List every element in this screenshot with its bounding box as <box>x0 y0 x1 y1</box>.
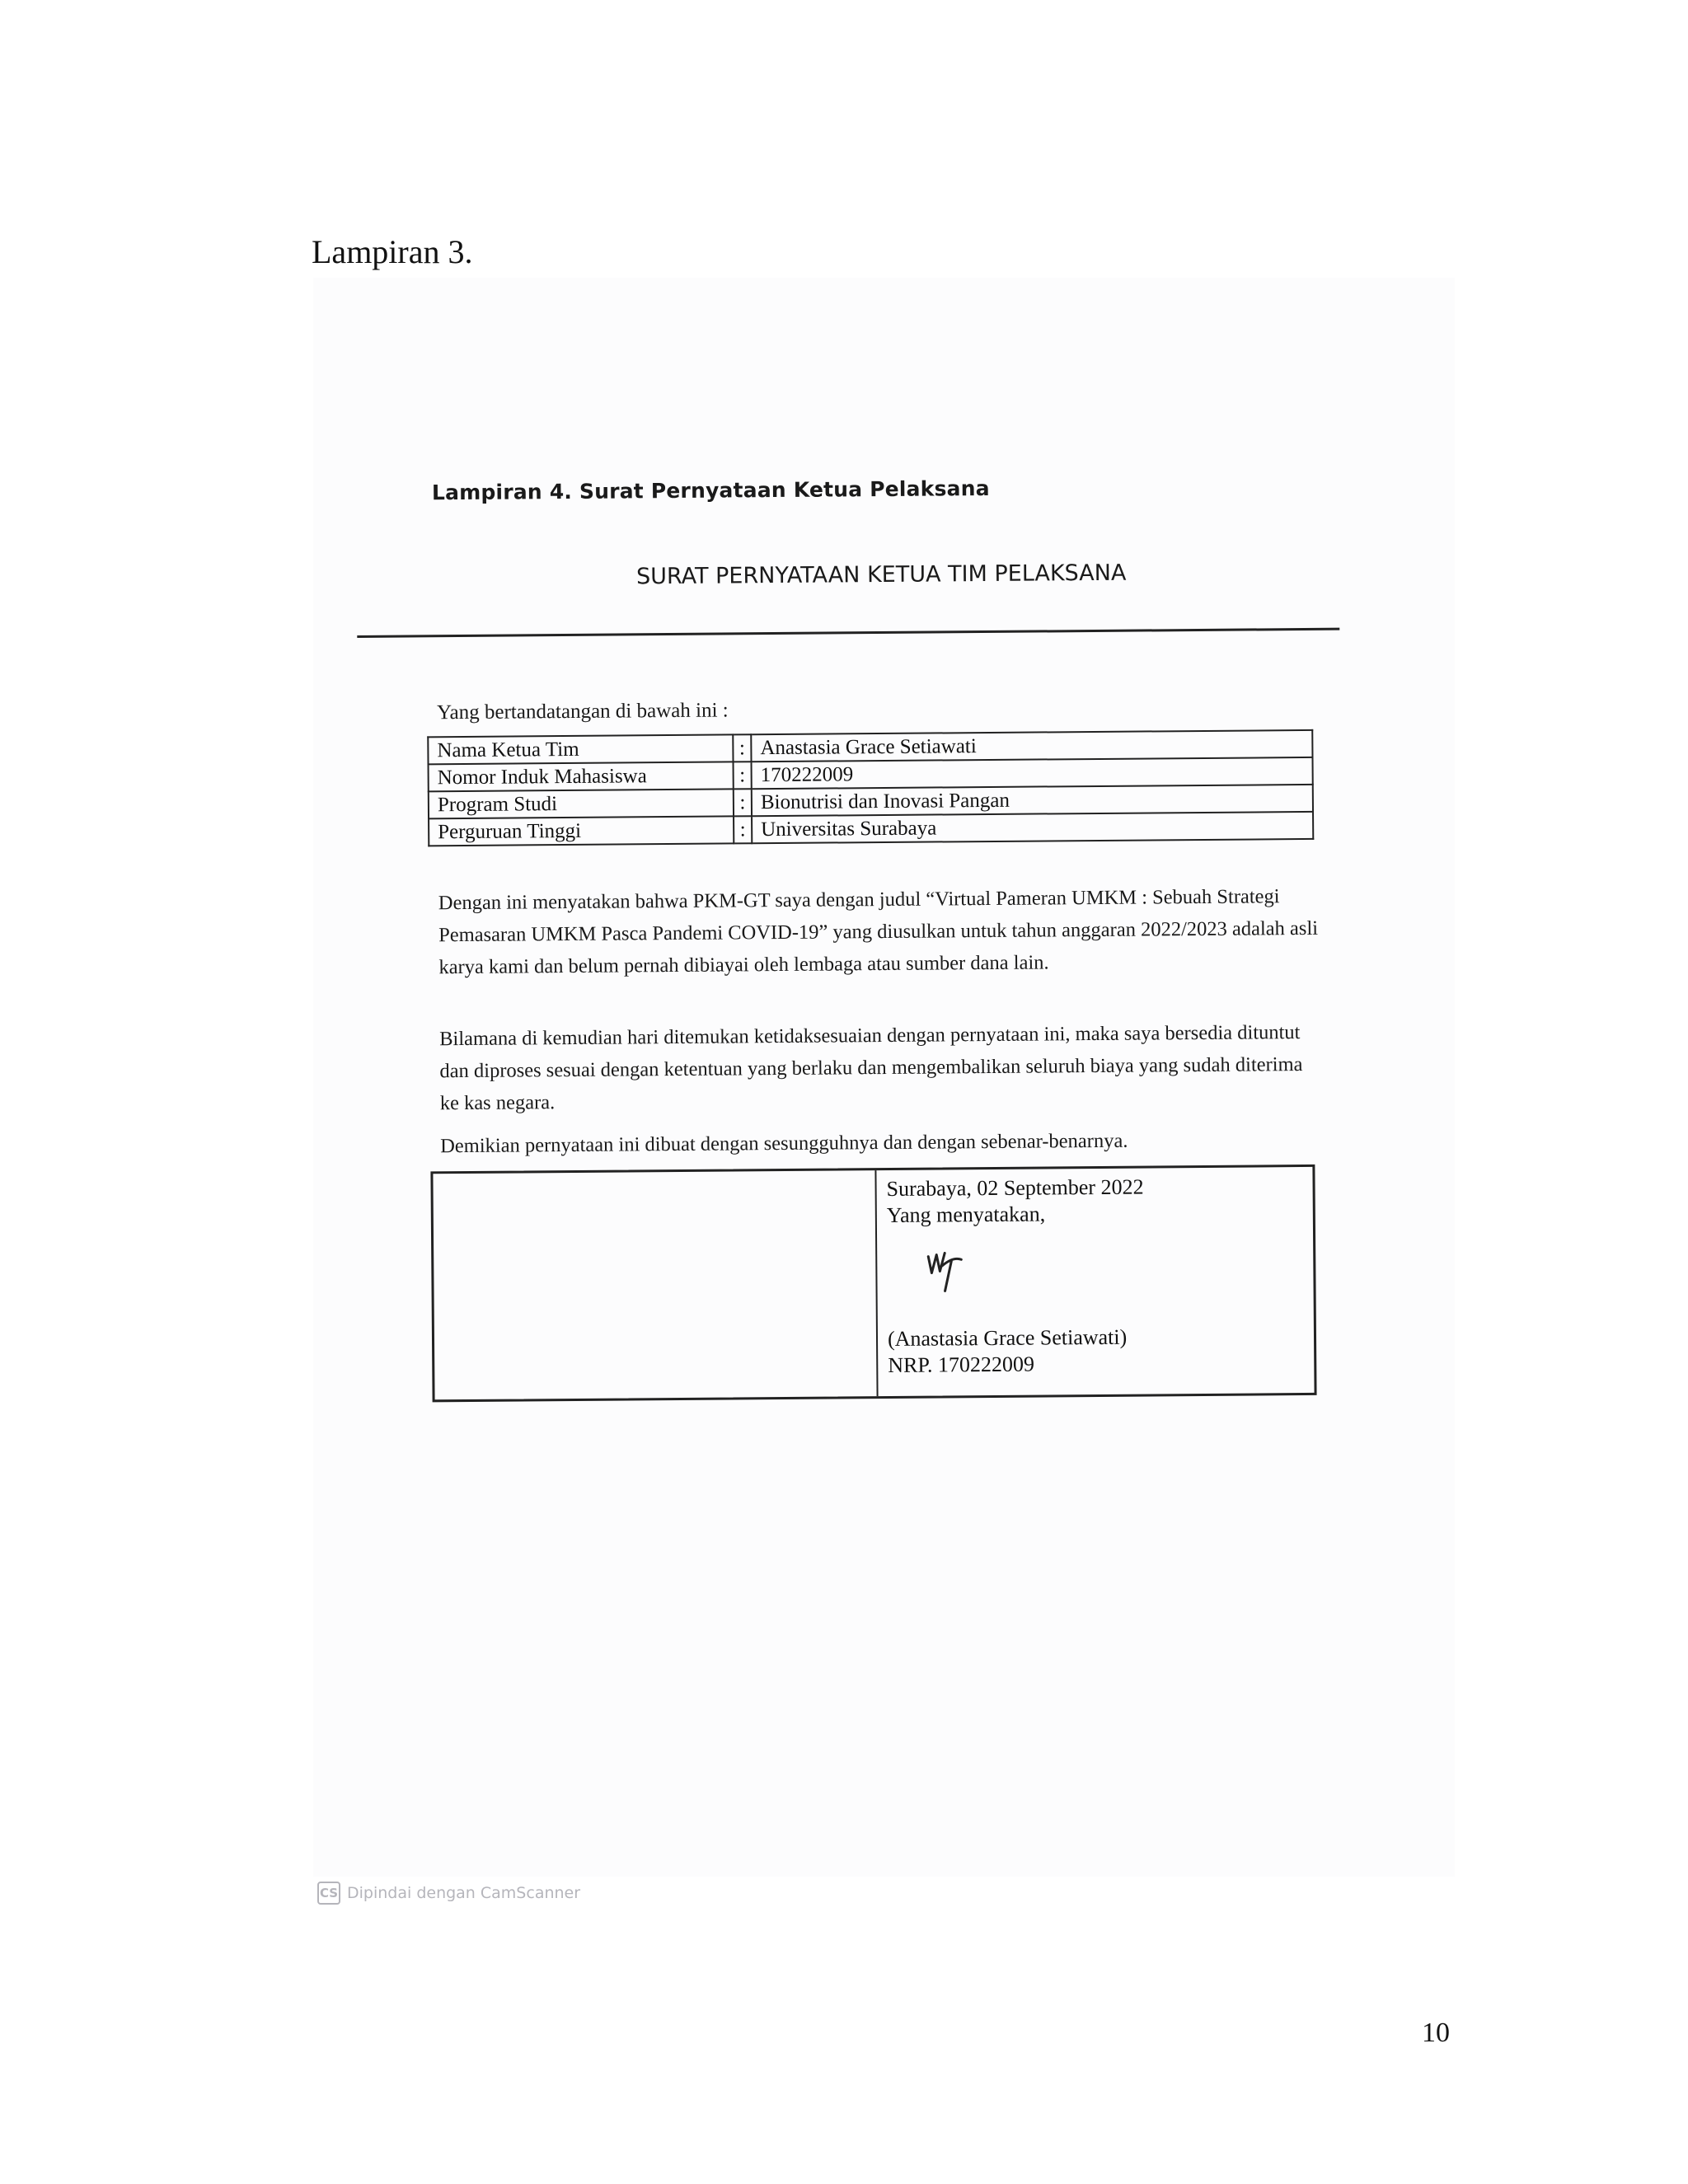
statement-paragraph: Dengan ini menyatakan bahwa PKM-GT saya dengan judul “Virtual Pameran UMKM : Sebuah Strategi Pemasaran UMKM Pasca Pandemi COVID-19” yang diusulkan untuk tahun anggaran 2022/2023 adalah asli karya kami dan belum pernah dibiayai oleh lembaga atau sumber dana lain. <box>438 885 1319 979</box>
attachment-title: Lampiran 4. Surat Pernyataan Ketua Pelaksana <box>431 476 990 505</box>
signer-name: (Anastasia Grace Setiawati) <box>887 1324 1128 1351</box>
row-separator: : <box>733 734 751 762</box>
title-rule <box>357 628 1339 638</box>
intro-text: Yang bertandatangan di bawah ini : <box>436 699 729 724</box>
signature-box-divider <box>874 1170 878 1396</box>
letter-title: SURAT PERNYATAAN KETUA TIM PELAKSANA <box>635 560 1127 590</box>
place-date: Surabaya, 02 September 2022 <box>886 1174 1144 1201</box>
row-label: Nomor Induk Mahasiswa <box>429 762 734 791</box>
liability-paragraph: Bilamana di kemudian hari ditemukan ketidaksesuaian dengan pernyataan ini, maka saya bersedia dituntut dan diproses sesuai dengan ketentuan yang berlaku dan mengembalikan seluruh biaya yang sudah diterima ke kas negara. <box>439 1021 1303 1115</box>
handwritten-signature <box>920 1240 978 1298</box>
row-value: Anastasia Grace Setiawati <box>751 730 1312 762</box>
scanned-document <box>313 278 1455 1877</box>
row-value: 170222009 <box>752 757 1313 789</box>
scanned-page-content <box>308 274 1462 1882</box>
row-label: Nama Ketua Tim <box>428 734 733 764</box>
page-number: 10 <box>1422 2018 1450 2048</box>
camscanner-watermark <box>317 1882 580 1905</box>
row-separator: : <box>734 789 752 816</box>
row-value: Bionutrisi dan Inovasi Pangan <box>752 785 1313 816</box>
signer-nrp: NRP. 170222009 <box>888 1352 1035 1377</box>
row-label: Perguruan Tinggi <box>429 816 734 846</box>
row-value: Universitas Surabaya <box>752 812 1313 843</box>
declarant-label: Yang menyatakan, <box>886 1202 1046 1227</box>
camscanner-icon: CS <box>317 1882 340 1905</box>
signature-box <box>430 1165 1316 1402</box>
table-row <box>429 812 1313 846</box>
row-label: Program Studi <box>429 789 734 818</box>
row-separator: : <box>734 816 752 843</box>
camscanner-text: Dipindai dengan CamScanner <box>347 1884 581 1902</box>
closing-paragraph: Demikian pernyataan ini dibuat dengan sesungguhnya dan dengan sebenar-benarnya. <box>440 1129 1128 1158</box>
page-heading: Lampiran 3. <box>312 233 473 270</box>
identity-table <box>427 729 1314 846</box>
row-separator: : <box>734 762 752 789</box>
